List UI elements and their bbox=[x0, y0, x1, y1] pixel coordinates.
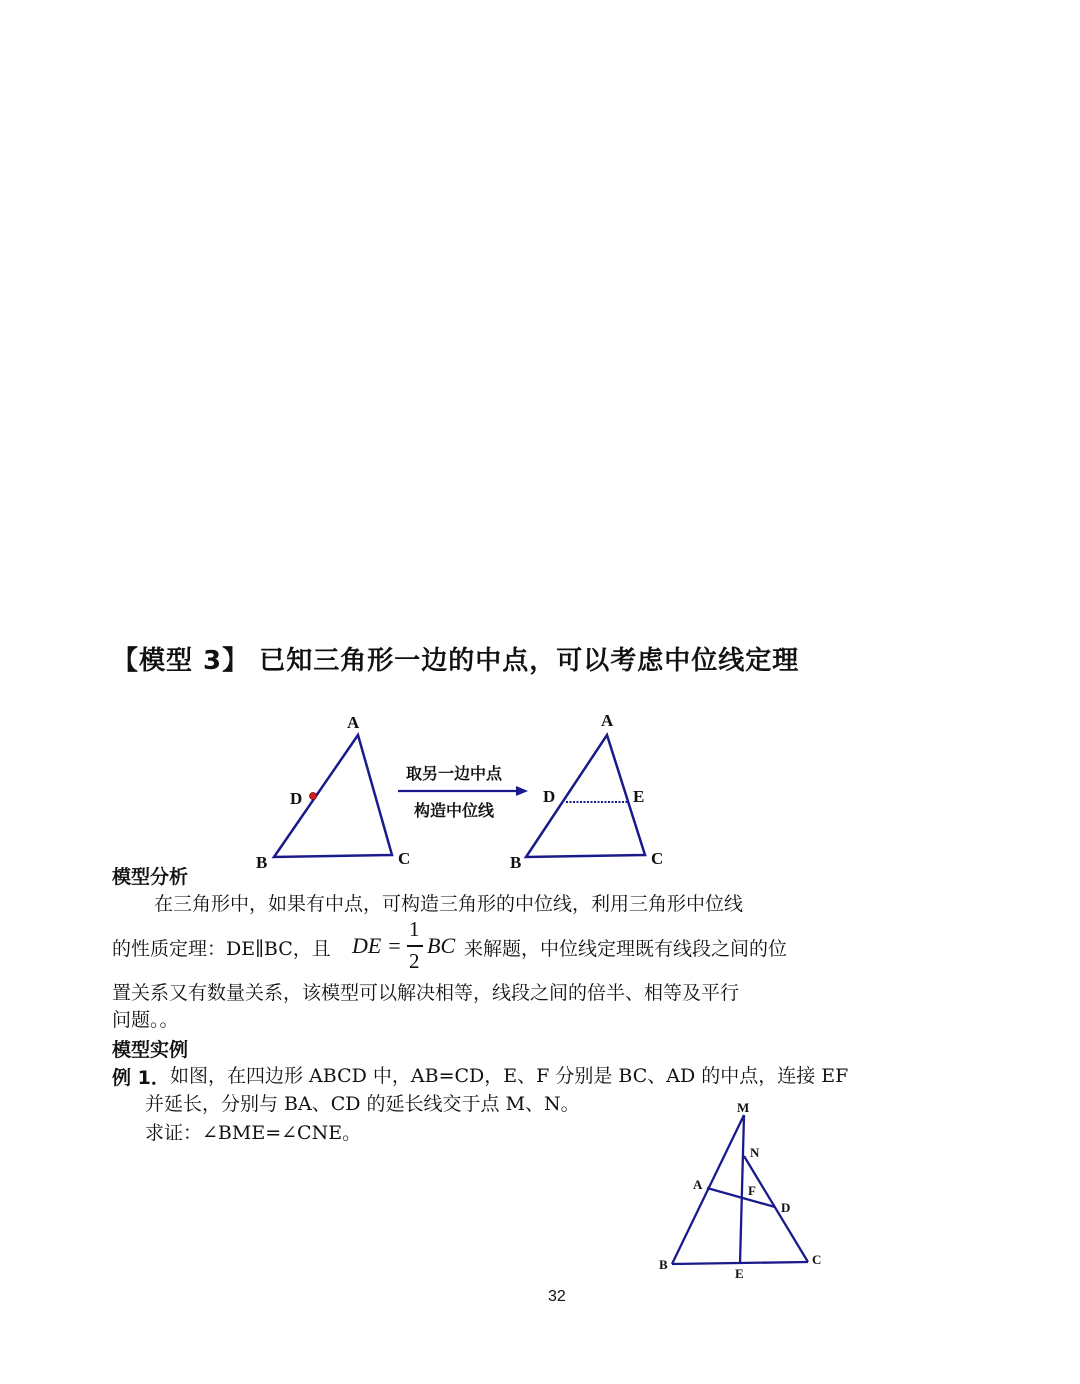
formula-rhs: BC bbox=[427, 933, 456, 958]
example-heading: 模型实例 bbox=[112, 1039, 189, 1061]
fraction-bar bbox=[407, 945, 423, 947]
midpoint-d-dot bbox=[310, 793, 317, 800]
label-a: A bbox=[693, 1177, 703, 1192]
analysis-line-2-prefix: 的性质定理：DE∥BC，且 bbox=[112, 938, 331, 960]
label-right-a: A bbox=[601, 711, 614, 730]
example-line-2: 并延长，分别与 BA、CD 的延长线交于点 M、N。 bbox=[145, 1093, 580, 1115]
label-d: D bbox=[781, 1200, 791, 1215]
formula-lhs: DE = bbox=[352, 933, 402, 958]
label-n: N bbox=[750, 1145, 760, 1160]
label-b: B bbox=[659, 1257, 668, 1272]
label-c: C bbox=[812, 1252, 822, 1267]
label-m: M bbox=[737, 1100, 750, 1115]
label-f: F bbox=[748, 1183, 756, 1198]
example-line-1: 如图，在四边形 ABCD 中，AB=CD，E、F 分别是 BC、AD 的中点，连接 EF bbox=[170, 1065, 849, 1087]
label-e: E bbox=[735, 1266, 744, 1281]
formula-numerator: 1 bbox=[409, 917, 420, 941]
line-mb bbox=[672, 1115, 744, 1264]
page-number: 32 bbox=[548, 1288, 566, 1305]
example-label: 例 1． bbox=[112, 1067, 170, 1089]
formula-denominator: 2 bbox=[409, 949, 420, 973]
analysis-line-2-suffix: 来解题，中位线定理既有线段之间的位 bbox=[464, 938, 788, 960]
label-right-c: C bbox=[651, 849, 664, 868]
label-left-a: A bbox=[347, 713, 360, 732]
figure-left-triangle bbox=[250, 705, 420, 880]
analysis-line-4: 问题。。 bbox=[112, 1009, 179, 1031]
arrow-bottom-text: 构造中位线 bbox=[414, 801, 495, 820]
line-me bbox=[740, 1115, 744, 1264]
page-title: 【模型 3】 已知三角形一边的中点，可以考虑中位线定理 bbox=[112, 646, 800, 676]
arrow-top-text: 取另一边中点 bbox=[406, 764, 503, 783]
label-left-c: C bbox=[398, 849, 411, 868]
line-nc bbox=[744, 1156, 808, 1262]
analysis-heading: 模型分析 bbox=[112, 866, 189, 888]
example-line-3: 求证：∠BME=∠CNE。 bbox=[145, 1122, 362, 1144]
analysis-line-3: 置关系又有数量关系，该模型可以解决相等，线段之间的倍半、相等及平行 bbox=[112, 982, 740, 1004]
label-right-d: D bbox=[543, 787, 556, 806]
figure-right-triangle bbox=[510, 705, 670, 880]
label-right-b: B bbox=[510, 853, 522, 872]
label-left-d: D bbox=[290, 789, 303, 808]
analysis-line-1: 在三角形中，如果有中点，可构造三角形的中位线，利用三角形中位线 bbox=[154, 893, 744, 915]
label-right-e: E bbox=[633, 787, 645, 806]
label-left-b: B bbox=[256, 853, 268, 872]
